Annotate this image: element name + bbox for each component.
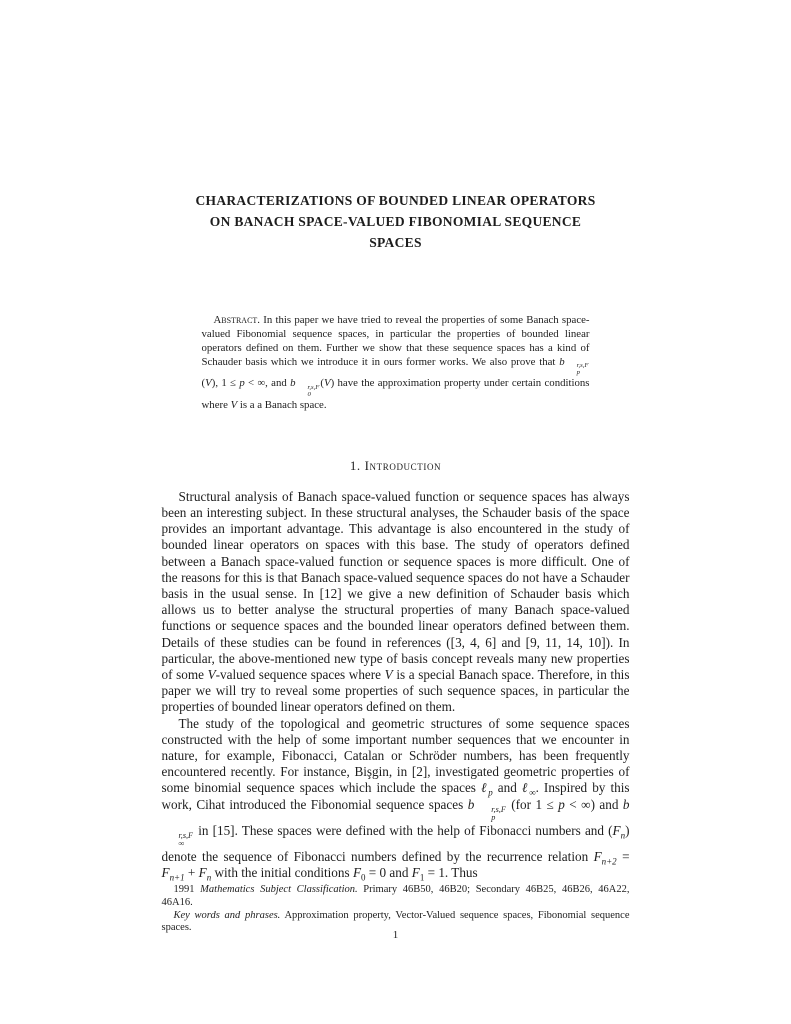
footnotes (162, 884, 630, 935)
title-line-2: ON BANACH SPACE-VALUED FIBONOMIAL SEQUENCE (209, 214, 582, 229)
footnote-keywords: Key words and phrases. Approximation property, Vector-Valued sequence spaces, Fibonomial sequence spaces. (161, 909, 630, 934)
abstract-text: Abstract. In this paper we have tried to reveal the properties of some Banach space-valued Fibonomial sequence spaces, in particular the properties of bounded linear operators defined on them. Further we show that these sequence spaces has a kind of Schauder basis which we introduce it in ours former works. We also prove that b r,s,F p (V), 1 ≤ p < ∞, and b r,s,F 0 (V) have the approximation property under certain conditions where V is a a Banach space. (201, 314, 590, 411)
paper-content (162, 190, 630, 881)
footnote-classification: 1991 Mathematics Subject Classification. Primary 46B50, 46B20; Secondary 46B25, 46B26, 46A22, 46A16. (161, 884, 630, 908)
body-paragraph-2: The study of the topological and geometric structures of some sequence spaces constructed with the help of some important number sequences that we encounter in nature, for example, Fibonacci, Catalan or Schröder numbers, has been frequently encountered recently. For instance, Bişgin, in [2], investigated geometric properties of some binomial sequence spaces which include the spaces ℓ$_p$ and ℓ$_\infty$. Inspired by this work, Cihat introduced the Fibonomial sequence spaces b r,s,F p (for 1 ≤ p < ∞) and b r,s,F ∞ in [15]. These spaces were defined with the help of Fibonacci numbers and $(F_n)$ denote the sequence of Fibonacci numbers defined by the recurrence relation $F_{n+2} = F_{n+1} + F_n$ with the initial conditions $F_0 = 0$ and $F_1 = 1$. Thus (161, 715, 630, 883)
section-heading-introduction: 1. Introduction (349, 457, 442, 473)
title-line-3: SPACES (369, 235, 422, 250)
page-number: 1 (392, 929, 399, 941)
body-paragraph-1: Structural analysis of Banach space-valued function or sequence spaces has always been an interesting subject. In these structural analyses, the Schauder basis of the space provides an important advantage. This advantage is also encountered in the study of bounded linear operators on spaces with this base. The study of operators defined between a Banach space-valued function or sequence spaces is more difficult. One of the reasons for this is that Banach space-valued sequence spaces do not have a Schauder basis in the usual sense. In [12] we give a new definition of Schauder basis which allows us to better analyse the structural properties of many Banach space-valued functions or sequence spaces and the bounded linear operators defined between them. Details of these studies can be found in references ([3, 4, 6] and [9, 11, 14, 10]). In particular, the above-mentioned new type of basis concept reveals many new properties of some V-valued sequence spaces where V is a special Banach space. Therefore, in this paper we will try to reveal some properties of such sequence spaces, in particular the properties of bounded linear operators defined on them. (161, 488, 630, 715)
paper-title (162, 190, 630, 253)
title-line-1: CHARACTERIZATIONS OF BOUNDED LINEAR OPERATORS (195, 193, 596, 208)
